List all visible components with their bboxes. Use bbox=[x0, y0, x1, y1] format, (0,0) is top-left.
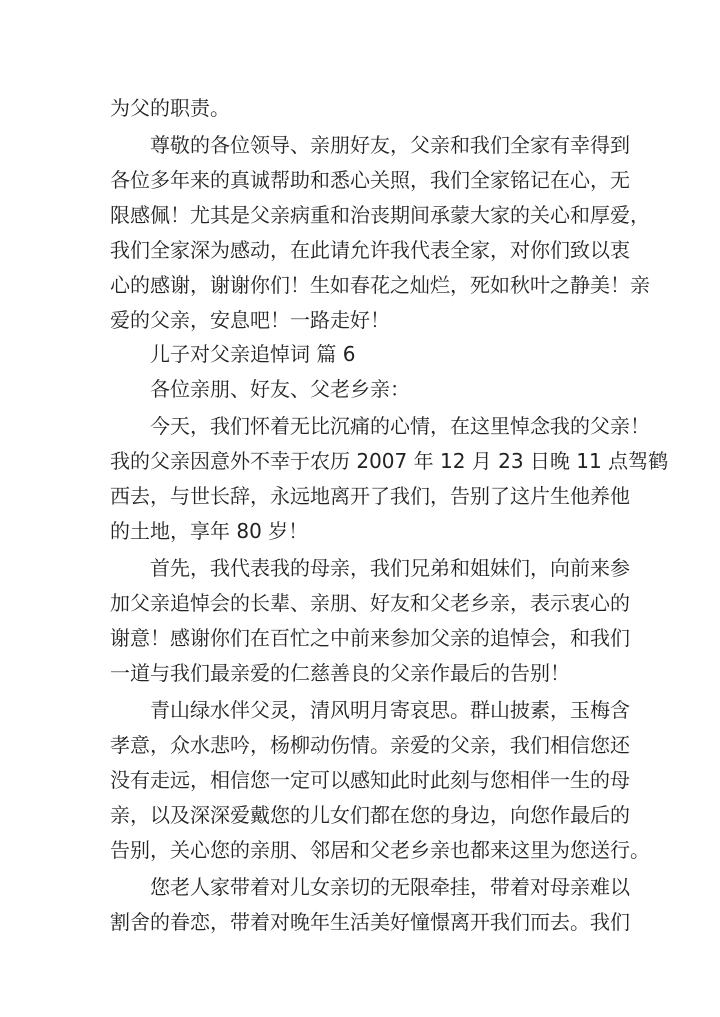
text-line: 尊敬的各位领导、亲朋好友，父亲和我们全家有幸得到 bbox=[150, 133, 630, 157]
text-line: 一道与我们最亲爱的仁慈善良的父亲作最后的告别！ bbox=[110, 661, 570, 685]
text-line: 我们全家深为感动，在此请允许我代表全家，对你们致以衷 bbox=[110, 238, 630, 262]
text-line: 加父亲追悼会的长辈、亲朋、好友和父老乡亲，表示衷心的 bbox=[110, 591, 630, 615]
text-line: 您老人家带着对儿女亲切的无限牵挂，带着对母亲难以 bbox=[150, 875, 630, 899]
text-line: 今天，我们怀着无比沉痛的心情，在这里悼念我的父亲！ bbox=[150, 414, 650, 438]
text-line: 没有走远，相信您一定可以感知此时此刻与您相伴一生的母 bbox=[110, 768, 630, 792]
text-line: 爱的父亲，安息吧！一路走好！ bbox=[110, 308, 390, 332]
text-line: 亲，以及深深爱戴您的儿女们都在您的身边，向您作最后的 bbox=[110, 803, 630, 827]
section-heading: 儿子对父亲追悼词 篇 6 bbox=[150, 342, 356, 366]
salutation: 各位亲朋、好友、父老乡亲： bbox=[150, 377, 410, 401]
text-line: 告别，关心您的亲朋、邻居和父老乡亲也都来这里为您送行。 bbox=[110, 838, 650, 862]
text-line: 割舍的眷恋，带着对晚年生活美好憧憬离开我们而去。我们 bbox=[110, 910, 630, 934]
text-line: 青山绿水伴父灵，清风明月寄哀思。群山披素，玉梅含 bbox=[150, 698, 630, 722]
text-line: 的土地，享年 80 岁！ bbox=[110, 519, 309, 543]
text-line: 为父的职责。 bbox=[110, 96, 230, 120]
text-line: 西去，与世长辞，永远地离开了我们，告别了这片生他养他 bbox=[110, 484, 630, 508]
text-line: 孝意，众水悲吟，杨柳动伤情。亲爱的父亲，我们相信您还 bbox=[110, 733, 630, 757]
text-line: 首先，我代表我的母亲，我们兄弟和姐妹们，向前来参 bbox=[150, 556, 630, 580]
text-line: 谢意！感谢你们在百忙之中前来参加父亲的追悼会，和我们 bbox=[110, 626, 630, 650]
text-line: 各位多年来的真诚帮助和悉心关照，我们全家铭记在心，无 bbox=[110, 168, 630, 192]
text-line: 限感佩！尤其是父亲病重和治丧期间承蒙大家的关心和厚爱， bbox=[110, 203, 650, 227]
text-line: 我的父亲因意外不幸于农历 2007 年 12 月 23 日晚 11 点驾鹤 bbox=[110, 449, 669, 473]
text-line: 心的感谢，谢谢你们！生如春花之灿烂，死如秋叶之静美！亲 bbox=[110, 273, 650, 297]
